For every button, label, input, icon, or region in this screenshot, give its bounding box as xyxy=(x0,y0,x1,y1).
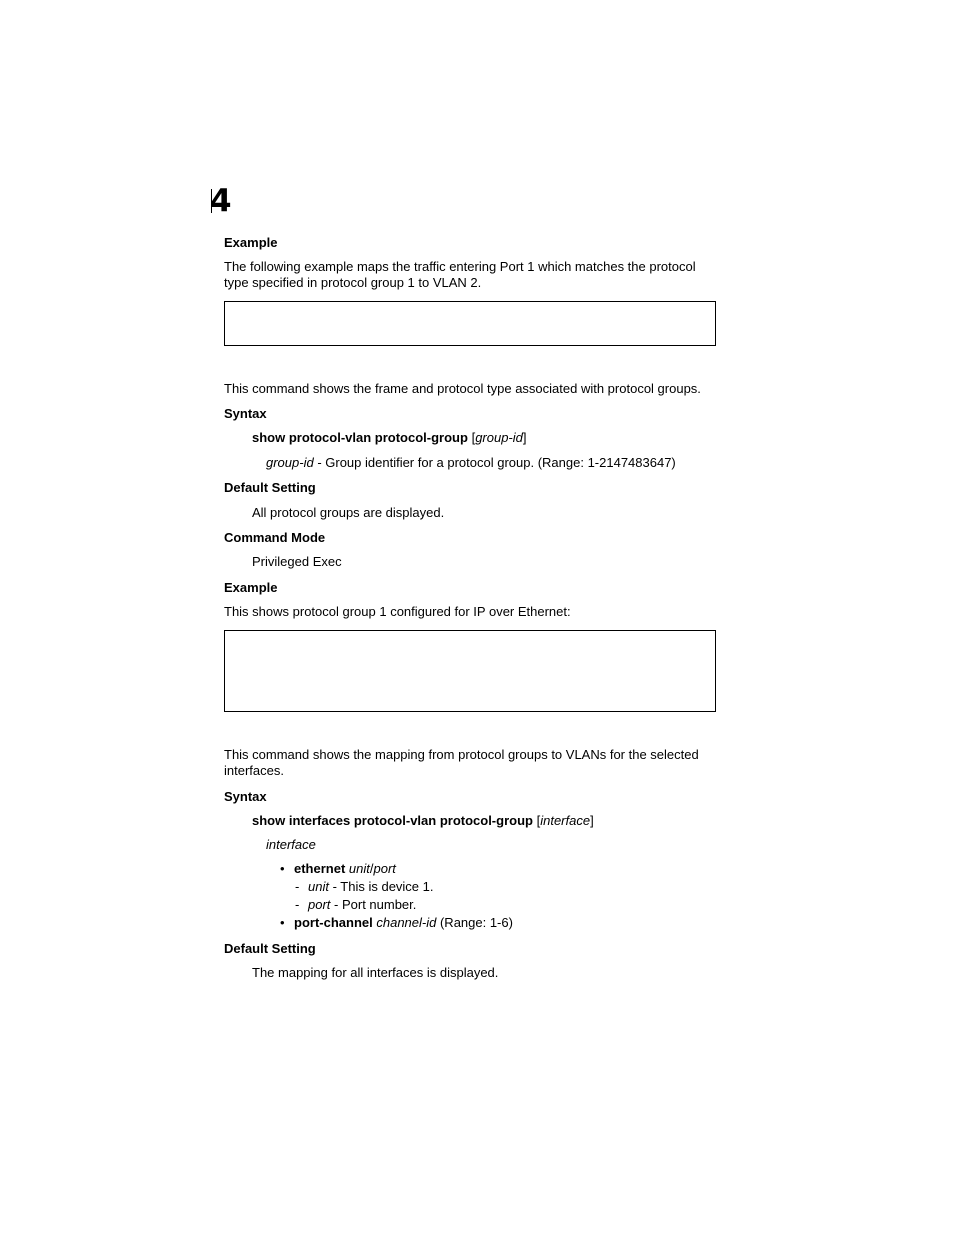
syntax-line xyxy=(252,430,527,445)
parameter-description: - Group identifier for a protocol group. (Range: 1-2147483647) xyxy=(313,455,676,470)
list-item-unit xyxy=(308,879,434,894)
example-heading: Example xyxy=(224,235,278,250)
dash-icon: - xyxy=(295,897,300,912)
default-setting-heading: Default Setting xyxy=(224,941,316,956)
parameter-name: group-id xyxy=(266,455,314,470)
bracket-open: [ xyxy=(536,813,541,828)
port-name: port xyxy=(308,897,331,912)
command-mode-heading: Command Mode xyxy=(224,530,326,545)
unit-name: unit xyxy=(308,879,329,894)
bracket-close: ] xyxy=(522,430,527,445)
default-setting-text: All protocol groups are displayed. xyxy=(252,505,445,520)
command-mode-text: Privileged Exec xyxy=(252,554,342,569)
syntax-parameter: interface xyxy=(540,813,591,828)
list-item-port-channel xyxy=(294,915,513,930)
syntax-command: show protocol-vlan protocol-group xyxy=(252,430,468,445)
bullet-icon: • xyxy=(280,915,285,930)
channel-id-param: channel-id xyxy=(376,915,437,930)
example-description: This shows protocol group 1 configured for IP over Ethernet: xyxy=(224,604,571,619)
unit-description: - This is device 1. xyxy=(328,879,434,894)
parameter-name xyxy=(266,837,316,852)
command-description: This command shows the frame and protocol type associated with protocol groups. xyxy=(224,381,701,396)
bracket-close: ] xyxy=(590,813,594,828)
bracket-open: [ xyxy=(471,430,476,445)
bullet-icon: • xyxy=(280,861,285,876)
parameter-line xyxy=(266,455,676,470)
port-description: - Port number. xyxy=(330,897,417,912)
list-item-ethernet xyxy=(294,861,396,876)
port-channel-keyword: port-channel xyxy=(294,915,373,930)
code-example-box xyxy=(224,630,716,712)
syntax-heading: Syntax xyxy=(224,406,267,421)
list-item-port xyxy=(308,897,416,912)
syntax-line xyxy=(252,813,594,828)
syntax-command: show interfaces protocol-vlan protocol-group xyxy=(252,813,533,828)
chapter-number: 4 xyxy=(210,183,232,219)
syntax-parameter: group-id xyxy=(475,430,523,445)
default-setting-heading: Default Setting xyxy=(224,480,316,495)
syntax-heading: Syntax xyxy=(224,789,267,804)
example-heading: Example xyxy=(224,580,278,595)
parameter-name-text: interface xyxy=(266,837,316,852)
command-description: This command shows the mapping from protocol groups to VLANs for the selected interfaces. xyxy=(224,747,699,778)
ethernet-keyword: ethernet xyxy=(294,861,346,876)
example-description: The following example maps the traffic entering Port 1 which matches the protocol type specified in protocol group 1 to VLAN 2. xyxy=(224,259,696,290)
default-setting-text: The mapping for all interfaces is displayed. xyxy=(252,965,499,980)
channel-range: (Range: 1-6) xyxy=(436,915,513,930)
slash: / xyxy=(369,861,374,876)
code-example-box xyxy=(224,301,716,346)
dash-icon: - xyxy=(295,879,300,894)
unit-param: unit xyxy=(348,861,370,876)
port-param: port xyxy=(373,861,396,876)
